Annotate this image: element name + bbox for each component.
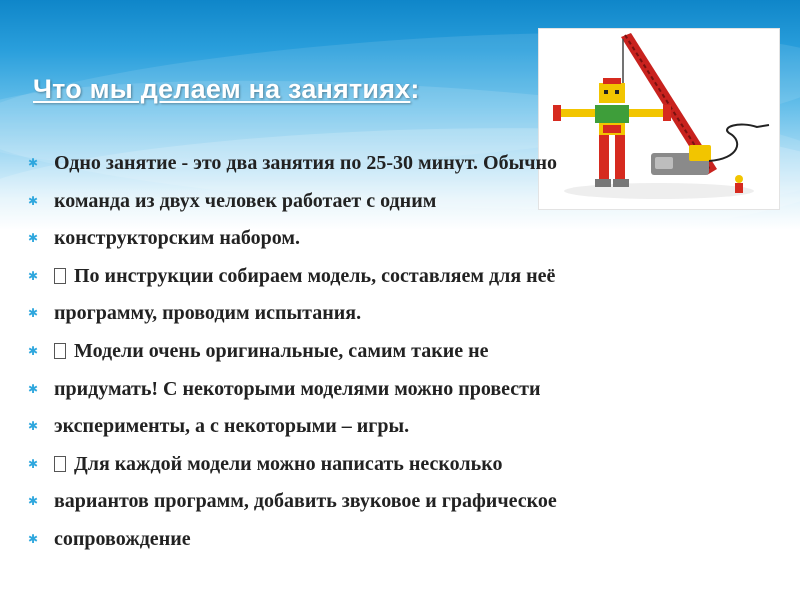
missing-glyph-box-icon: [54, 343, 66, 359]
bullet-item: [28, 446, 773, 484]
bullet-item: [28, 521, 773, 559]
bullet-marker-icon: ✱: [28, 494, 39, 509]
bullet-text: По инструкции собираем модель, составляем для неё: [74, 264, 556, 287]
bullet-marker-icon: ✱: [28, 193, 39, 208]
missing-glyph-box-icon: [54, 268, 66, 284]
bullet-text: программу, проводим испытания.: [54, 302, 362, 325]
bullet-text: Для каждой модели можно написать несколько: [74, 452, 503, 475]
bullet-item: [28, 258, 773, 296]
bullet-marker-icon: ✱: [28, 419, 39, 434]
slide-title-colon: :: [410, 74, 420, 104]
missing-glyph-box-icon: [54, 456, 66, 472]
bullet-item: [28, 333, 773, 371]
bullet-text: Модели очень оригинальные, самим такие не: [74, 339, 489, 362]
bullet-marker-icon: ✱: [28, 343, 39, 358]
bullet-item: [28, 408, 773, 446]
slide-title: [33, 74, 420, 105]
bullet-marker-icon: ✱: [28, 306, 39, 321]
bullet-marker-icon: ✱: [28, 268, 39, 283]
slide-title-text: Что мы делаем на занятиях: [33, 74, 411, 104]
bullet-item: [28, 295, 773, 333]
bullet-item: [28, 145, 773, 183]
bullet-marker-icon: ✱: [28, 231, 39, 246]
bullet-item: [28, 483, 773, 521]
bullet-item: [28, 220, 773, 258]
bullet-list: [28, 145, 773, 559]
bullet-marker-icon: ✱: [28, 531, 39, 546]
bullet-item: [28, 183, 773, 221]
bullet-text: команда из двух человек работает с одним: [54, 189, 437, 212]
bullet-text: Одно занятие - это два занятия по 25-30 минут. Обычно: [54, 152, 558, 174]
bullet-text: конструкторским набором.: [54, 227, 300, 250]
bullet-marker-icon: ✱: [28, 156, 39, 170]
bullet-text: эксперименты, а с некоторыми – игры.: [54, 415, 410, 438]
bullet-text: вариантов программ, добавить звуковое и графическое: [54, 490, 557, 513]
bullet-marker-icon: ✱: [28, 456, 39, 471]
bullet-marker-icon: ✱: [28, 381, 39, 396]
bullet-text: придумать! С некоторыми моделями можно провести: [54, 377, 541, 400]
bullet-text: сопровождение: [54, 527, 191, 550]
bullet-item: [28, 371, 773, 409]
